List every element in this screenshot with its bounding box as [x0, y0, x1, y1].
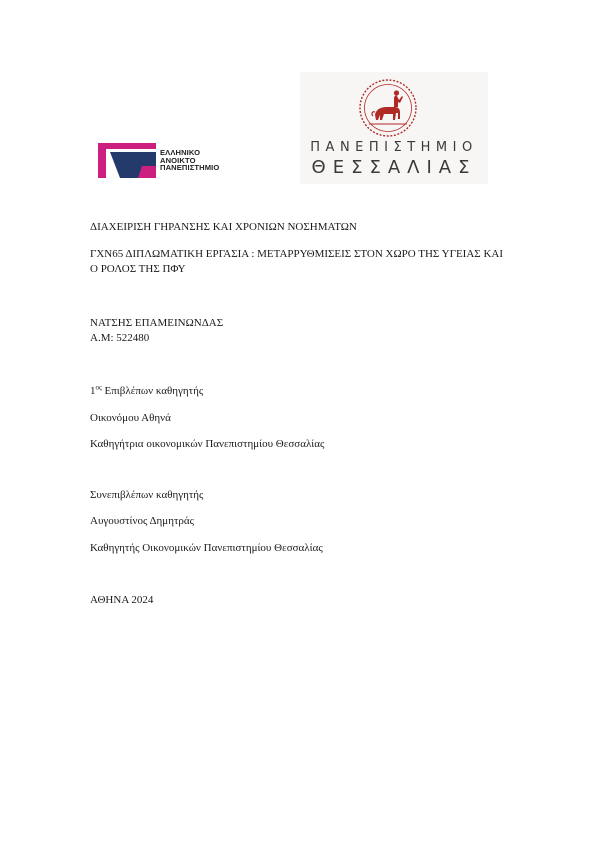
eap-logo-mark-icon — [98, 143, 156, 178]
place-date: ΑΘΗΝΑ 2024 — [90, 594, 154, 606]
co-supervisor-label: Συνεπιβλέπων καθηγητής — [90, 489, 204, 501]
supervisor-label — [90, 384, 203, 399]
supervisor-title: Καθηγήτρια οικονομικών Πανεπιστημίου Θεσσαλίας — [90, 438, 325, 450]
centaur-emblem-icon — [357, 78, 419, 138]
thesis-title: ΓΧΝ65 ΔΙΠΛΩΜΑΤΙΚΗ ΕΡΓΑΣΙΑ : ΜΕΤΑΡΡΥΘΜΙΣΕΙΣ ΣΤΟΝ ΧΩΡΟ ΤΗΣ ΥΓΕΙΑΣ ΚΑΙ Ο ΡΟΛΟΣ ΤΗΣ ΠΦΥ — [90, 248, 503, 275]
student-id: Α.Μ: 522480 — [90, 332, 150, 344]
hellenic-open-university-logo — [98, 141, 248, 181]
co-supervisor-title: Καθηγητής Οικονομικών Πανεπιστημίου Θεσσαλίας — [90, 542, 323, 554]
supervisor-label-text: Επιβλέπων καθηγητής — [101, 385, 204, 397]
supervisor-ordinal-suffix: ος — [95, 383, 102, 392]
uth-logo-line2: ΘΕΣΣΑΛΙΑΣ — [311, 157, 477, 178]
eap-logo-line: ΑΝΟΙΚΤΟ — [160, 155, 196, 165]
supervisor-name: Οικονόμου Αθηνά — [90, 412, 171, 424]
eap-logo-line: ΕΛΛΗΝΙΚΟ — [160, 148, 201, 157]
uth-logo-line1: ΠΑΝΕΠΙΣΤΗΜΙΟ — [310, 140, 478, 155]
university-of-thessaly-logo — [300, 72, 488, 184]
author-name: ΝΑΤΣΗΣ ΕΠΑΜΕΙΝΩΝΔΑΣ — [90, 317, 224, 329]
supervisor-ordinal: 1 — [90, 385, 96, 397]
co-supervisor-name: Αυγουστίνος Δημητράς — [90, 515, 194, 527]
eap-logo-line: ΠΑΝΕΠΙΣΤΗΜΙΟ — [160, 163, 220, 173]
course-title: ΔΙΑΧΕΙΡΙΣΗ ΓΗΡΑΝΣΗΣ ΚΑΙ ΧΡΟΝΙΩΝ ΝΟΣΗΜΑΤΩΝ — [90, 221, 357, 233]
eap-logo-text — [160, 149, 219, 172]
